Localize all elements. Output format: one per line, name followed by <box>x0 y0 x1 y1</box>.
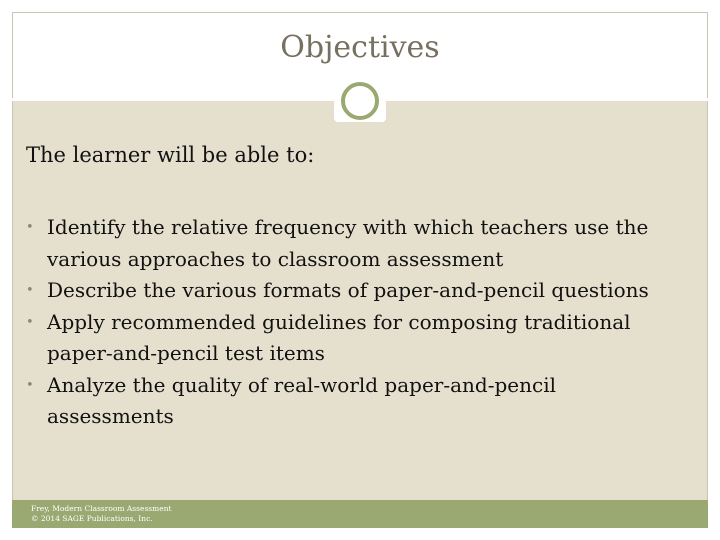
objectives-list <box>26 212 686 433</box>
objective-text: Apply recommended guidelines for composing traditional paper-and-pencil test items <box>47 309 631 365</box>
objective-text: Describe the various formats of paper-and-pencil questions <box>47 278 649 302</box>
bullet-icon: • <box>26 377 34 393</box>
lead-text: The learner will be able to: <box>26 143 315 167</box>
bullet-icon: • <box>26 314 34 330</box>
bullet-icon: • <box>26 220 34 235</box>
list-item <box>26 370 686 433</box>
list-item <box>26 275 686 307</box>
footer-line-2: © 2014 SAGE Publications, Inc. <box>31 514 153 523</box>
footer-credit <box>31 504 172 524</box>
objective-text: Identify the relative frequency with which teachers use the various approaches to classroom assessment <box>47 215 649 271</box>
circle-ring-icon <box>341 82 379 120</box>
list-item <box>26 307 686 370</box>
objective-text: Analyze the quality of real-world paper-and-pencil assessments <box>47 372 556 428</box>
footer-line-1: Frey, Modern Classroom Assessment <box>31 504 172 513</box>
slide-title: Objectives <box>280 30 440 65</box>
list-item <box>26 212 686 275</box>
bullet-icon: • <box>26 283 34 298</box>
